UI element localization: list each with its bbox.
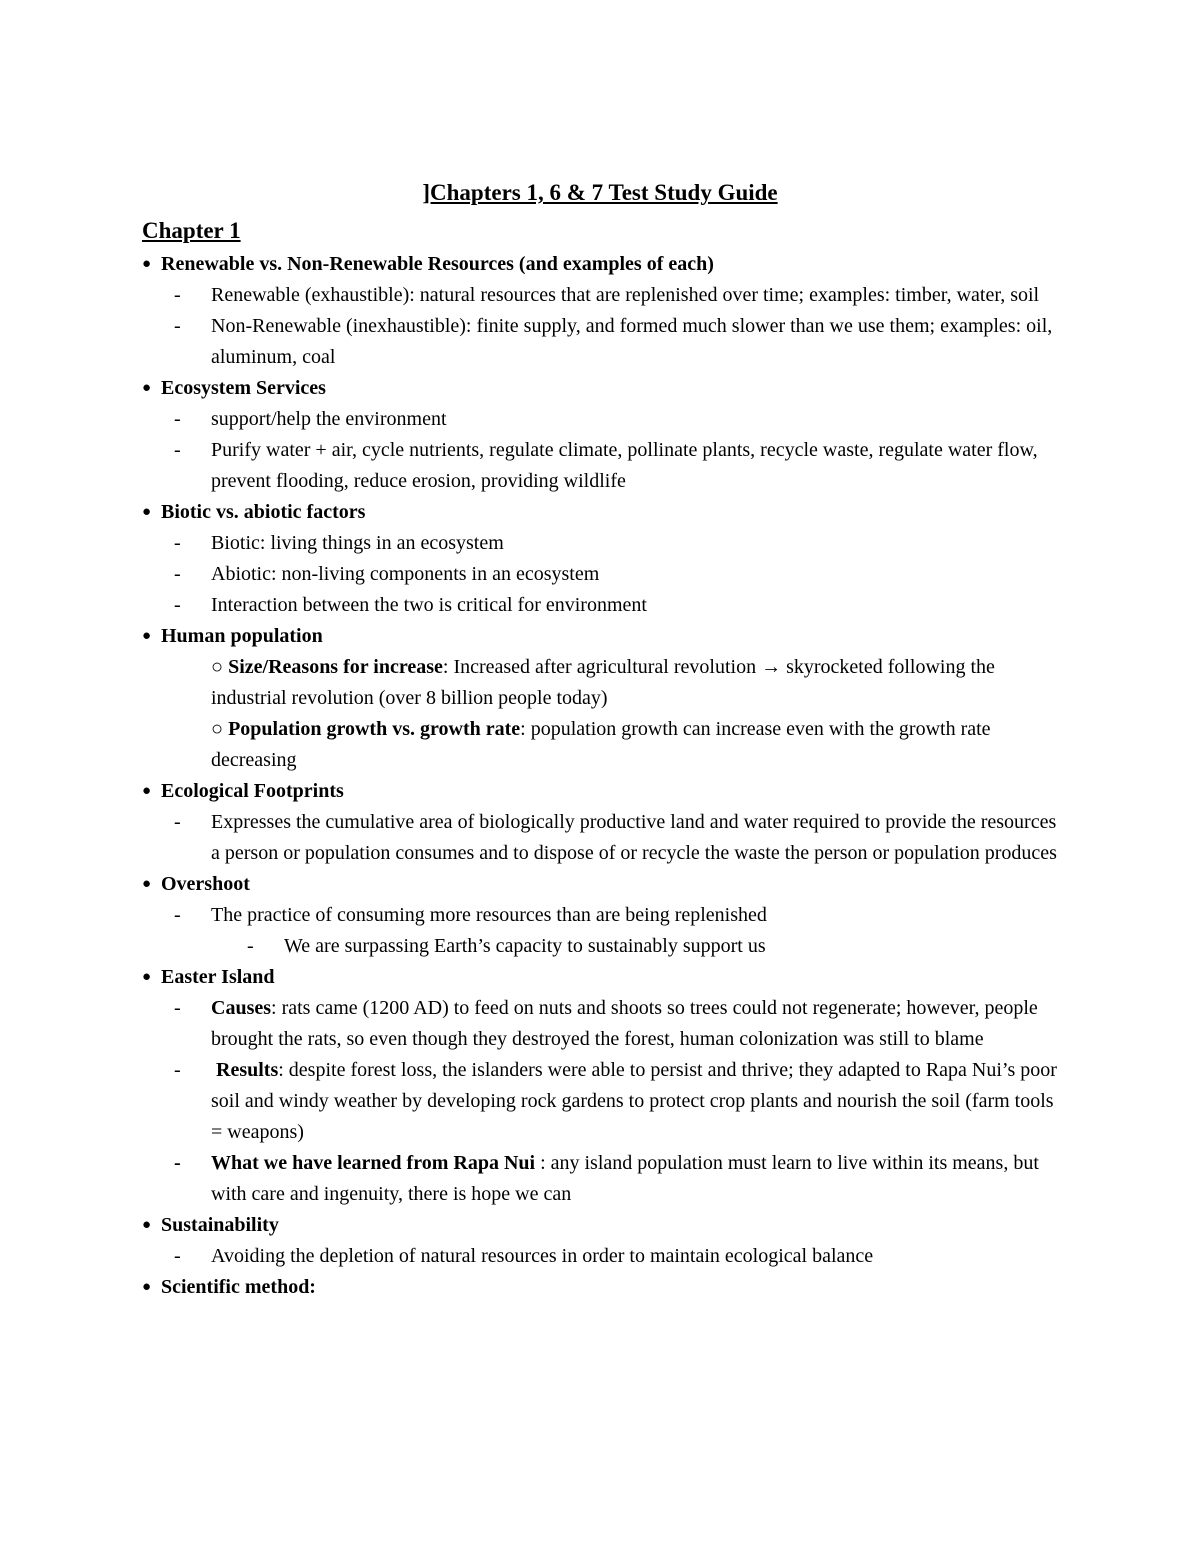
bullet-icon: ●: [142, 256, 152, 272]
content: [142, 249, 1062, 1303]
circle-icon: ○: [211, 718, 224, 740]
list-item: [142, 435, 1062, 497]
list-item-text: [211, 1148, 1062, 1210]
list-item: [142, 311, 1062, 373]
dash-icon: -: [247, 935, 254, 957]
list-item: [142, 590, 1062, 621]
section-heading: [142, 249, 1062, 280]
list-item: [142, 807, 1062, 869]
list-item-text: Renewable (exhaustible): natural resources that are replenished over time; examples: timber, water, soil: [211, 284, 1040, 306]
list-item-text: [211, 993, 1062, 1055]
chapter-heading: Chapter 1: [142, 218, 241, 243]
dash-icon: -: [174, 563, 181, 585]
section-heading-text: Scientific method:: [161, 1276, 316, 1298]
section-heading: [142, 373, 1062, 404]
page-title: ]Chapters 1, 6 & 7 Test Study Guide: [422, 180, 778, 205]
bullet-icon: ●: [142, 1279, 152, 1295]
section-heading: [142, 962, 1062, 993]
list-item-label: Results: [216, 1059, 279, 1081]
circle-item: [142, 652, 1062, 714]
section-heading: [142, 1210, 1062, 1241]
section-heading: [142, 621, 1062, 652]
list-item-text: We are surpassing Earth’s capacity to sustainably support us: [284, 935, 766, 957]
section-heading: [142, 497, 1062, 528]
section-heading: [142, 776, 1062, 807]
list-item-text: Non-Renewable (inexhaustible): finite supply, and formed much slower than we use them; examples: oil, aluminum, coal: [211, 315, 1053, 368]
bullet-icon: ●: [142, 969, 152, 985]
section-heading-text: Biotic vs. abiotic factors: [161, 501, 366, 523]
circle-item-label: Size/Reasons for increase: [228, 656, 443, 678]
dash-icon: -: [174, 1152, 181, 1174]
list-item: [142, 404, 1062, 435]
list-item-text: Biotic: living things in an ecosystem: [211, 532, 504, 554]
dash-icon: -: [174, 904, 181, 926]
circle-icon: ○: [211, 656, 224, 678]
list-item-text: Expresses the cumulative area of biologically productive land and water required to provide the resources a person or population consumes and to dispose of or recycle the waste the person or population produces: [211, 811, 1057, 864]
bullet-icon: ●: [142, 504, 152, 520]
list-item-body: : rats came (1200 AD) to feed on nuts and shoots so trees could not regenerate; however, people brought the rats, so even though they destroyed the forest, human colonization was still to blame: [211, 997, 1038, 1050]
bullet-icon: ●: [142, 1217, 152, 1233]
list-item-text: Purify water + air, cycle nutrients, regulate climate, pollinate plants, recycle waste, regulate water flow, prevent flooding, reduce erosion, providing wildlife: [211, 439, 1038, 492]
list-item-text: The practice of consuming more resources than are being replenished: [211, 904, 767, 926]
section-heading-text: Overshoot: [161, 873, 250, 895]
list-item-text: support/help the environment: [211, 408, 447, 430]
dash-icon: -: [174, 1059, 181, 1081]
list-item: [142, 1241, 1062, 1272]
section-heading-text: Easter Island: [161, 966, 275, 988]
list-item-body: : any island population must learn to live within its means, but with care and ingenuity, there is hope we can: [211, 1152, 1039, 1205]
dash-icon: -: [174, 284, 181, 306]
circle-item-text: : population growth can increase even with the growth rate decreasing: [211, 718, 991, 771]
section-heading-text: Human population: [161, 625, 323, 647]
bullet-icon: ●: [142, 783, 152, 799]
circle-item: [142, 714, 1062, 776]
section-heading-text: Sustainability: [161, 1214, 279, 1236]
section-heading: [142, 1272, 1062, 1303]
dash-icon: -: [174, 811, 181, 833]
list-item-label: What we have learned from Rapa Nui: [211, 1152, 536, 1174]
list-item: [142, 993, 1062, 1055]
list-item: [142, 1148, 1062, 1210]
list-item-body: : despite forest loss, the islanders were able to persist and thrive; they adapted to Rapa Nui’s poor soil and windy weather by developing rock gardens to protect crop plants and nourish the soil (farm tools = weapons): [211, 1059, 1057, 1143]
dash-icon: -: [174, 439, 181, 461]
bullet-icon: ●: [142, 876, 152, 892]
dash-icon: -: [174, 408, 181, 430]
section-heading-text: Ecological Footprints: [161, 780, 344, 802]
list-item: [142, 1055, 1062, 1148]
list-item: [142, 280, 1062, 311]
list-item-text: Interaction between the two is critical for environment: [211, 594, 647, 616]
list-item-label: Causes: [211, 997, 272, 1019]
list-item-text: Avoiding the depletion of natural resources in order to maintain ecological balance: [211, 1245, 874, 1267]
circle-item-label: Population growth vs. growth rate: [228, 718, 521, 740]
bullet-icon: ●: [142, 628, 152, 644]
list-item: [142, 559, 1062, 590]
section-heading: [142, 869, 1062, 900]
dash-icon: -: [174, 1245, 181, 1267]
list-item: [142, 900, 1062, 931]
list-item-text: Abiotic: non-living components in an ecosystem: [211, 563, 600, 585]
sub-list-item: [142, 931, 1062, 962]
list-item-text: [211, 1055, 1062, 1148]
circle-item-text: : Increased after agricultural revolution → skyrocketed following the industrial revolution (over 8 billion people today): [211, 656, 995, 709]
list-item: [142, 528, 1062, 559]
bullet-icon: ●: [142, 380, 152, 396]
dash-icon: -: [174, 532, 181, 554]
section-heading-text: Ecosystem Services: [161, 377, 326, 399]
dash-icon: -: [174, 315, 181, 337]
dash-icon: -: [174, 594, 181, 616]
dash-icon: -: [174, 997, 181, 1019]
section-heading-text: Renewable vs. Non-Renewable Resources (and examples of each): [161, 253, 714, 275]
